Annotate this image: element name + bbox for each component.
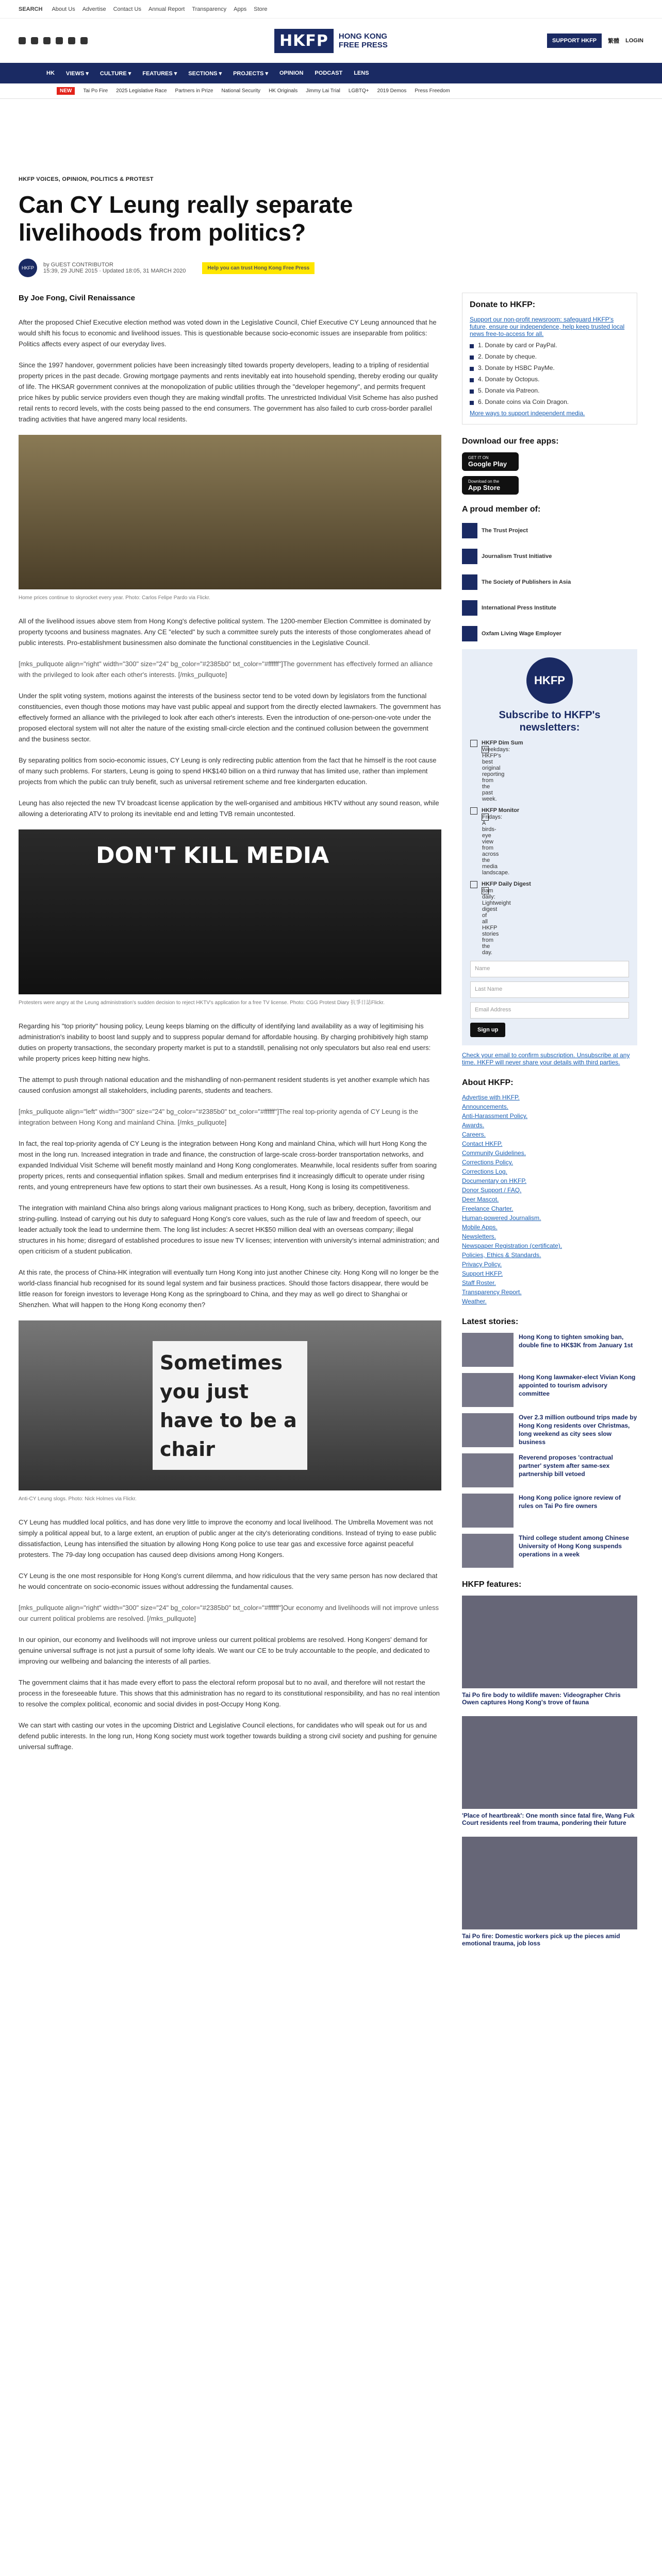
nav-item[interactable]: PODCAST: [315, 70, 343, 76]
new-badge: NEW: [57, 87, 75, 95]
feature-image: [462, 1716, 637, 1809]
about-link[interactable]: Staff Roster.: [462, 1279, 496, 1286]
latest-story[interactable]: [462, 1413, 637, 1447]
trending-link[interactable]: Press Freedom: [415, 88, 450, 94]
about-link[interactable]: Support HKFP.: [462, 1270, 503, 1277]
paragraph: All of the livelihood issues above stem from Hong Kong's defective political system. The 1200-member Election Committee is dominated by property tycoons and business magnates. Any CE "elected" by such a committee surely puts the interests of those conglomerates ahead of public interests. Pro-establishment businessmen also dominate the functional constituencies in the Legislative Council.: [19, 617, 431, 647]
paragraph: In fact, the real top-priority agenda of CY Leung is the integration between Hong Kong and mainland China, which will hurt Hong Kong the most in the long run. Increased integration in trade and finance, the construction of large-scale cross-border transportation networks, and expanded Individual Visit Scheme will benefit mostly mainland and Hong Kong conglomerates. Meanwhile, local residents suffer from soaring property prices, rents and consequential inflation spikes. Small and medium enterprises find it increasingly difficult to operate under rising rents, and young entrepreneurs have few options to start their own businesses. As a result, Hong Kong is losing its competitiveness.: [19, 1140, 437, 1191]
member-logo[interactable]: [462, 520, 637, 541]
logo-line-2: FREE PRESS: [338, 41, 388, 49]
about-link[interactable]: Mobile Apps.: [462, 1224, 498, 1231]
sopa-icon: [462, 574, 477, 590]
paragraph: After the proposed Chief Executive election method was voted down in the Legislative Council, Chief Executive CY Leung announced that he would shift his focus to economic and livelihood issues. This is questionable because socio-economic issues are inseparable from politics: Politics affects every aspect of our everyday lives.: [19, 318, 437, 348]
member-logo[interactable]: [462, 598, 637, 618]
newsletter-title: Subscribe to HKFP's newsletters:: [499, 709, 601, 733]
utility-menu: [52, 6, 267, 12]
as-small: Download on the: [468, 479, 500, 484]
about-link[interactable]: Newspaper Registration (certificate).: [462, 1242, 562, 1249]
story-headline: Reverend proposes 'contractual partner' system after same-sex partnership bill vetoed: [519, 1454, 613, 1478]
about-link[interactable]: Newsletters.: [462, 1233, 496, 1240]
logo-line-1: HONG KONG: [338, 32, 388, 41]
member-label: The Trust Project: [482, 528, 528, 534]
twitter-icon[interactable]: [19, 37, 26, 44]
features-title: HKFP features:: [462, 1580, 522, 1589]
donate-option[interactable]: 5. Donate via Patreon.: [470, 387, 630, 394]
checkbox[interactable]: [470, 807, 477, 815]
nav-item[interactable]: HK: [46, 70, 55, 76]
member-label: The Society of Publishers in Asia: [482, 579, 571, 585]
about-link[interactable]: Advertise with HKFP.: [462, 1094, 520, 1101]
trending-link[interactable]: 2019 Demos: [377, 88, 407, 94]
checkbox[interactable]: [470, 881, 477, 888]
oxfam-icon: [462, 626, 477, 641]
subscription-note: Check your email to confirm subscription. Unsubscribe at any time. HKFP will never share your details with third parties.: [462, 1052, 630, 1066]
nav-item[interactable]: SECTIONS ▾: [188, 70, 222, 77]
logo-text: [339, 32, 388, 49]
story-thumbnail: [462, 1494, 514, 1528]
site-logo[interactable]: [274, 29, 388, 53]
paragraph: We can start with casting our votes in the upcoming District and Legislative Council elections, for candidates who will speak out for us and defend public interests. In the long run, Hong Kong society must work together towards building a strong civil society and pushing for genuine universal suffrage.: [19, 1721, 437, 1751]
latest-story[interactable]: [462, 1494, 637, 1528]
article-category[interactable]: HKFP VOICES, OPINION, POLITICS & PROTEST: [19, 176, 154, 182]
photo-caption: Anti-CY Leung slogs. Photo: Nick Holmes via Flickr.: [19, 1496, 137, 1502]
slogan-card: Sometimes you just have to be a chair: [153, 1341, 307, 1470]
nav-item[interactable]: PROJECTS ▾: [233, 70, 268, 77]
story-headline: Hong Kong lawmaker-elect Vivian Kong appointed to tourism advisory committee: [519, 1374, 636, 1397]
paragraph: The attempt to push through national education and the mishandling of non-permanent resident students is yet another example which has caused confusion amongst all stakeholders, including parents, students and teachers.: [19, 1076, 430, 1094]
support-button[interactable]: SUPPORT HKFP: [547, 33, 602, 48]
story-thumbnail: [462, 1413, 514, 1447]
protest-sign-text: DON'T KILL MEDIA: [96, 842, 329, 869]
feature-headline: Tai Po fire body to wildlife maven: Videographer Chris Owen captures Hong Kong's trove of fauna: [462, 1691, 621, 1706]
latest-story[interactable]: [462, 1453, 637, 1487]
updated-date: Updated 18:05, 31 MARCH 2020: [102, 268, 186, 274]
story-headline: Hong Kong to tighten smoking ban, double fine to HK$3K from January 1st: [519, 1333, 633, 1349]
youtube-icon[interactable]: [56, 37, 63, 44]
trending-link[interactable]: LGBTQ+: [348, 88, 369, 94]
trending-link[interactable]: Jimmy Lai Trial: [306, 88, 340, 94]
utility-link[interactable]: Transparency: [192, 6, 227, 12]
publish-date: 15:39, 29 JUNE 2015: [43, 268, 98, 274]
about-link[interactable]: Awards.: [462, 1122, 485, 1129]
donate-title: Donate to HKFP:: [470, 300, 536, 309]
newsletter-option[interactable]: [470, 807, 629, 876]
article-author: By Joe Fong, Civil Renaissance: [19, 294, 135, 302]
search-link[interactable]: SEARCH: [19, 6, 43, 12]
donate-option[interactable]: 2. Donate by cheque.: [470, 353, 630, 360]
newsletter-option[interactable]: [470, 881, 629, 956]
member-logo[interactable]: [462, 572, 637, 592]
paragraph: In our opinion, our economy and livelihoods will not improve unless our current political problems are resolved. Hong Kongers' demand for genuine universal suffrage is not just a pursuit of some lofty ideals. We want our CE to be truly accountable to the people, and dedicated to improving our wellbeing and balancing the interests of all parties.: [19, 1636, 430, 1665]
latest-story[interactable]: [462, 1333, 637, 1367]
property-listings-photo: [19, 435, 441, 589]
utility-link[interactable]: Apps: [234, 6, 247, 12]
about-link[interactable]: Announcements.: [462, 1103, 509, 1110]
article-title: Can CY Leung really separate livelihoods from politics?: [19, 191, 353, 246]
about-link[interactable]: Corrections Log.: [462, 1168, 508, 1175]
paragraph: The government claims that it has made every effort to pass the electoral reform proposal but to no avail, and therefore will not restart the process in the foreseeable future. This shows that this administration has no regard to its constitutional responsibility, and has no real intention to resolve the complex political, economic and social divides in post-Occupy Hong Kong.: [19, 1679, 440, 1708]
masthead-actions: [547, 33, 643, 48]
about-title: About HKFP:: [462, 1078, 514, 1087]
about-link[interactable]: Anti-Harassment Policy.: [462, 1112, 528, 1120]
as-label: App Store: [468, 484, 501, 492]
more-ways-link[interactable]: More ways to support independent media.: [470, 410, 585, 417]
byline-text: by GUEST CONTRIBUTOR 15:39, 29 JUNE 2015 · Updated 18:05, 31 MARCH 2020: [43, 262, 186, 274]
about-link[interactable]: Policies, Ethics & Standards.: [462, 1251, 541, 1259]
apps-title: Download our free apps:: [462, 437, 559, 446]
feature-image: [462, 1837, 637, 1929]
support-bar[interactable]: Help you can trust Hong Kong Free Press: [202, 262, 315, 274]
feature-headline: 'Place of heartbreak': One month since fatal fire, Wang Fuk Court residents reel from trauma, pondering their future: [462, 1812, 635, 1826]
instagram-icon[interactable]: [43, 37, 51, 44]
about-link[interactable]: Community Guidelines.: [462, 1149, 526, 1157]
last-name-field[interactable]: Last Name: [470, 981, 629, 998]
newsletter-name: HKFP Daily Digest: [482, 881, 531, 887]
checkbox[interactable]: [470, 740, 477, 747]
member-logo[interactable]: [462, 623, 637, 644]
member-logos: [462, 520, 637, 644]
trending-link[interactable]: Tai Po Fire: [83, 88, 108, 94]
latest-title: Latest stories:: [462, 1317, 519, 1326]
feature-story[interactable]: [462, 1837, 637, 1947]
paragraph: Regarding his "top priority" housing policy, Leung keeps blaming on the difficulty of identifying land availability as a way of legitimising his administration's inability to boost land supply and to suppress popular demand for affordable housing. By charging prohibitively high stamp duties on property transactions, the secondary property market is put to a standstill, penalising not only speculators but also real end users: while property prices keep hitting new highs.: [19, 1022, 431, 1062]
member-label: Oxfam Living Wage Employer: [482, 631, 561, 637]
protest-photo: [19, 829, 441, 994]
gp-label: Google Play: [468, 460, 507, 468]
story-thumbnail: [462, 1534, 514, 1568]
donate-option[interactable]: 4. Donate by Octopus.: [470, 376, 630, 383]
content-wrap: [0, 293, 662, 1957]
photo-caption: Protesters were angry at the Leung administration's sudden decision to reject HKTV's application for a free TV license. Photo: CGG Protest Diary 抗爭日誌Flickr.: [19, 1000, 385, 1006]
newsletter-name: HKFP Monitor: [482, 807, 520, 814]
utility-link[interactable]: Advertise: [82, 6, 106, 12]
latest-story[interactable]: [462, 1534, 637, 1568]
paragraph: By separating politics from socio-economic issues, CY Leung is only redirecting public attention from the fact that he himself is the root cause of many such problems. For starters, Leung is going to spend HK$140 billion on a third runway that has limited use, rather than implement projects from which the public can truly benefit, such as universal retirement scheme and free kindergarten education.: [19, 756, 437, 786]
newsletter-desc: Fridays: A birds-eye view from across the media landscape.: [482, 814, 510, 876]
nav-item[interactable]: CULTURE ▾: [100, 70, 131, 77]
top-utility-bar: [0, 0, 662, 19]
author-name[interactable]: by GUEST CONTRIBUTOR: [43, 262, 113, 268]
pullquote-shortcode: [mks_pullquote align="right" width="300" size="24" bg_color="#2385b0" txt_color="#ffffff"]The government has effectively formed an alliance with the privileged to look after each other's interests. [/mks_pullquote]: [19, 660, 433, 679]
newsletter-option[interactable]: [470, 740, 629, 802]
story-thumbnail: [462, 1453, 514, 1487]
paragraph: Since the 1997 handover, government policies have been increasingly tilted towards property developers, leading to a tripling of residential property prices in the past decade. Growing mortgage payments and rents inevitably eat into household spending, thereby eroding our quality of life. The HKSAR government connives at the monopolization of public utilities through the "developer hegemony", and permits frequent price hikes by public service providers even though they are making windfall profits. The unrestricted Individual Visit Scheme has also pushed retail rents to record levels, with the costs being passed to the end consumers. The government has also failed to curb cross-border parallel trading activities that have angered many local residents.: [19, 361, 438, 423]
about-link[interactable]: Deer Mascot.: [462, 1196, 499, 1203]
trending-link[interactable]: National Security: [221, 88, 261, 94]
member-logo[interactable]: [462, 546, 637, 567]
donate-list: [470, 342, 630, 405]
social-icons: [19, 37, 88, 44]
facebook-icon[interactable]: [31, 37, 38, 44]
jti-icon: [462, 549, 477, 564]
article-header: [0, 176, 662, 277]
utility-link[interactable]: About Us: [52, 6, 75, 12]
donate-intro[interactable]: Support our non-profit newsroom: safeguard HKFP's future, ensure our independence, help keep trusted local news free-to-access for all.: [470, 316, 625, 337]
paragraph: The integration with mainland China also brings along various malignant practices to Hong Kong, such as bribery, deception, favoritism and string-pulling. Instead of carrying out his duty to safeguard Hong Kong's core values, such as the rule of law and freedom of speech, our leader actually took the lead to undermine them. The long list includes: A secret HK$50 million deal with an overseas company; illegal structures in his home; disregard of established procedures to issue new TV licenses; intervention with university's internal administration; and open criticism of a student publication.: [19, 1204, 439, 1255]
logo-mark: HKFP: [274, 29, 334, 53]
trust-project-icon: [462, 523, 477, 538]
about-link[interactable]: Privacy Policy.: [462, 1261, 502, 1268]
utility-link[interactable]: Contact Us: [113, 6, 141, 12]
paragraph: At this rate, the process of China-HK integration will eventually turn Hong Kong into just another Chinese city. Hong Kong will no longer be the world-class financial hub recognised for its sound legal system and fair business practices. Should those factors disappear, there would be little reason for foreign investors to leverage Hong Kong as the springboard to China, and they may as well go direct to Shanghai or Shenzhen. What will happen to the Hong Kong economy then?: [19, 1268, 439, 1309]
about-link[interactable]: Contact HKFP.: [462, 1140, 503, 1147]
nav-item[interactable]: OPINION: [279, 70, 304, 76]
about-link[interactable]: Careers.: [462, 1131, 486, 1138]
about-list: [462, 1094, 637, 1305]
slogans-photo: [19, 1320, 441, 1490]
about-link[interactable]: Transparency Report.: [462, 1289, 522, 1296]
newsletter-box: [462, 649, 637, 1045]
login-link[interactable]: LOGIN: [625, 38, 643, 44]
story-headline: Third college student among Chinese University of Hong Kong suspends operations in a week: [519, 1534, 630, 1558]
paragraph: Under the split voting system, motions against the interests of the business sector tend to be voted down by legislators from the functional constituencies, even though those motions may have vast public appeal and support from the directly elected lawmakers. The government has effectively formed an alliance with the privileged to look after each other's interests. Even the introduction of one-person-one-vote under the proposed electoral system will not alter the nature of the existing small-circle election and the continued collusion between the government and the business sector.: [19, 692, 441, 743]
donate-option[interactable]: 6. Donate coins via Coin Dragon.: [470, 398, 630, 405]
first-name-field[interactable]: Name: [470, 961, 629, 977]
photo-caption: Home prices continue to skyrocket every year. Photo: Carlos Felipe Pardo via Flickr.: [19, 595, 210, 601]
member-label: International Press Institute: [482, 605, 556, 611]
byline: [19, 259, 643, 277]
main-nav: [0, 63, 662, 83]
member-label: Journalism Trust Initiative: [482, 553, 552, 560]
nav-item[interactable]: VIEWS ▾: [65, 70, 89, 77]
donate-option[interactable]: 3. Donate by HSBC PayMe.: [470, 364, 630, 371]
trending-link[interactable]: 2025 Legislative Race: [116, 88, 167, 94]
newsletter-desc: Weekdays: HKFP's best original reporting from the past week.: [482, 747, 510, 802]
proud-title: A proud member of:: [462, 505, 541, 514]
paragraph: CY Leung is the one most responsible for Hong Kong's current dilemma, and how ridiculous that the very same person has now declared that he would concentrate on socio-economic issues without addressing the fundamental causes.: [19, 1572, 438, 1590]
newsletter-desc: 8am daily: Lightweight digest of all HKFP stories from the day.: [482, 888, 511, 956]
utility-link[interactable]: Store: [254, 6, 268, 12]
feature-image: [462, 1596, 637, 1688]
story-thumbnail: [462, 1333, 514, 1367]
paragraph: CY Leung has muddled local politics, and has done very little to improve the economy and local livelihood. The Umbrella Movement was not simply a political appeal but, to a large extent, an eruption of public anger at the city's deteriorating conditions. Instead of trying to ease public dissatisfaction, Leung has intensified the situation by allowing Hong Kong police to use tear gas and excessive force against peaceful protesters. The 79-day long occupation has caused deep divisions among Hong Kongers.: [19, 1518, 437, 1558]
story-headline: Over 2.3 million outbound trips made by Hong Kong residents over Christmas, long weekend as city sees slow business: [519, 1414, 637, 1446]
trending-bar: [0, 83, 662, 99]
sidebar: [462, 293, 637, 1957]
ipi-icon: [462, 600, 477, 616]
paragraph: Leung has also rejected the new TV broadcast license application by the well-organised and ambitious HKTV without any sound reason, while allowing a deteriorating ATV to prolong its inevitable end and letting TVB remain uncontested.: [19, 799, 439, 818]
trending-link[interactable]: Partners in Prize: [175, 88, 213, 94]
trending-link[interactable]: HK Originals: [269, 88, 298, 94]
utility-link[interactable]: Annual Report: [148, 6, 185, 12]
about-link[interactable]: Documentary on HKFP.: [462, 1177, 527, 1184]
latest-story[interactable]: [462, 1373, 637, 1407]
language-link[interactable]: 繁體: [608, 38, 620, 44]
newsletter-name: HKFP Dim Sum: [482, 740, 523, 746]
feature-headline: Tai Po fire: Domestic workers pick up the pieces amid emotional trauma, job loss: [462, 1933, 620, 1947]
google-play-badge[interactable]: [462, 452, 519, 471]
gp-small: GET IT ON: [468, 455, 489, 460]
nav-item[interactable]: FEATURES ▾: [142, 70, 177, 77]
nav-item[interactable]: LENS: [354, 70, 369, 76]
pullquote-shortcode: [mks_pullquote align="right" width="300" size="24" bg_color="#2385b0" txt_color="#ffffff"]Our economy and livelihoods will not improve unless our current political problems are resolved. [/mks_pullquote]: [19, 1604, 439, 1622]
about-link[interactable]: Human-powered Journalism.: [462, 1214, 541, 1222]
about-link[interactable]: Donor Support / FAQ.: [462, 1187, 522, 1194]
email-field[interactable]: Email Address: [470, 1002, 629, 1019]
newsletter-logo: HKFP: [526, 657, 573, 704]
masthead: [0, 19, 662, 63]
pullquote-shortcode: [mks_pullquote align="left" width="300" size="24" bg_color="#2385b0" txt_color="#ffffff"]The real top-priority agenda of CY Leung is the integration between Hong Kong and mainland China. [/mks_pullquote]: [19, 1108, 419, 1126]
app-store-badge[interactable]: [462, 476, 519, 495]
donate-box: [462, 293, 637, 425]
author-avatar: HKFP: [19, 259, 37, 277]
story-thumbnail: [462, 1373, 514, 1407]
about-link[interactable]: Weather.: [462, 1298, 487, 1305]
donate-option[interactable]: 1. Donate by card or PayPal.: [470, 342, 630, 349]
article-body: [19, 293, 441, 1957]
linkedin-icon[interactable]: [68, 37, 75, 44]
rss-icon[interactable]: [80, 37, 88, 44]
feature-story[interactable]: [462, 1716, 637, 1826]
sign-up-button[interactable]: Sign up: [470, 1023, 505, 1037]
about-link[interactable]: Corrections Policy.: [462, 1159, 514, 1166]
story-headline: Hong Kong police ignore review of rules on Tai Po fire owners: [519, 1494, 621, 1510]
feature-story[interactable]: [462, 1596, 637, 1706]
about-link[interactable]: Freelance Charter.: [462, 1205, 514, 1212]
